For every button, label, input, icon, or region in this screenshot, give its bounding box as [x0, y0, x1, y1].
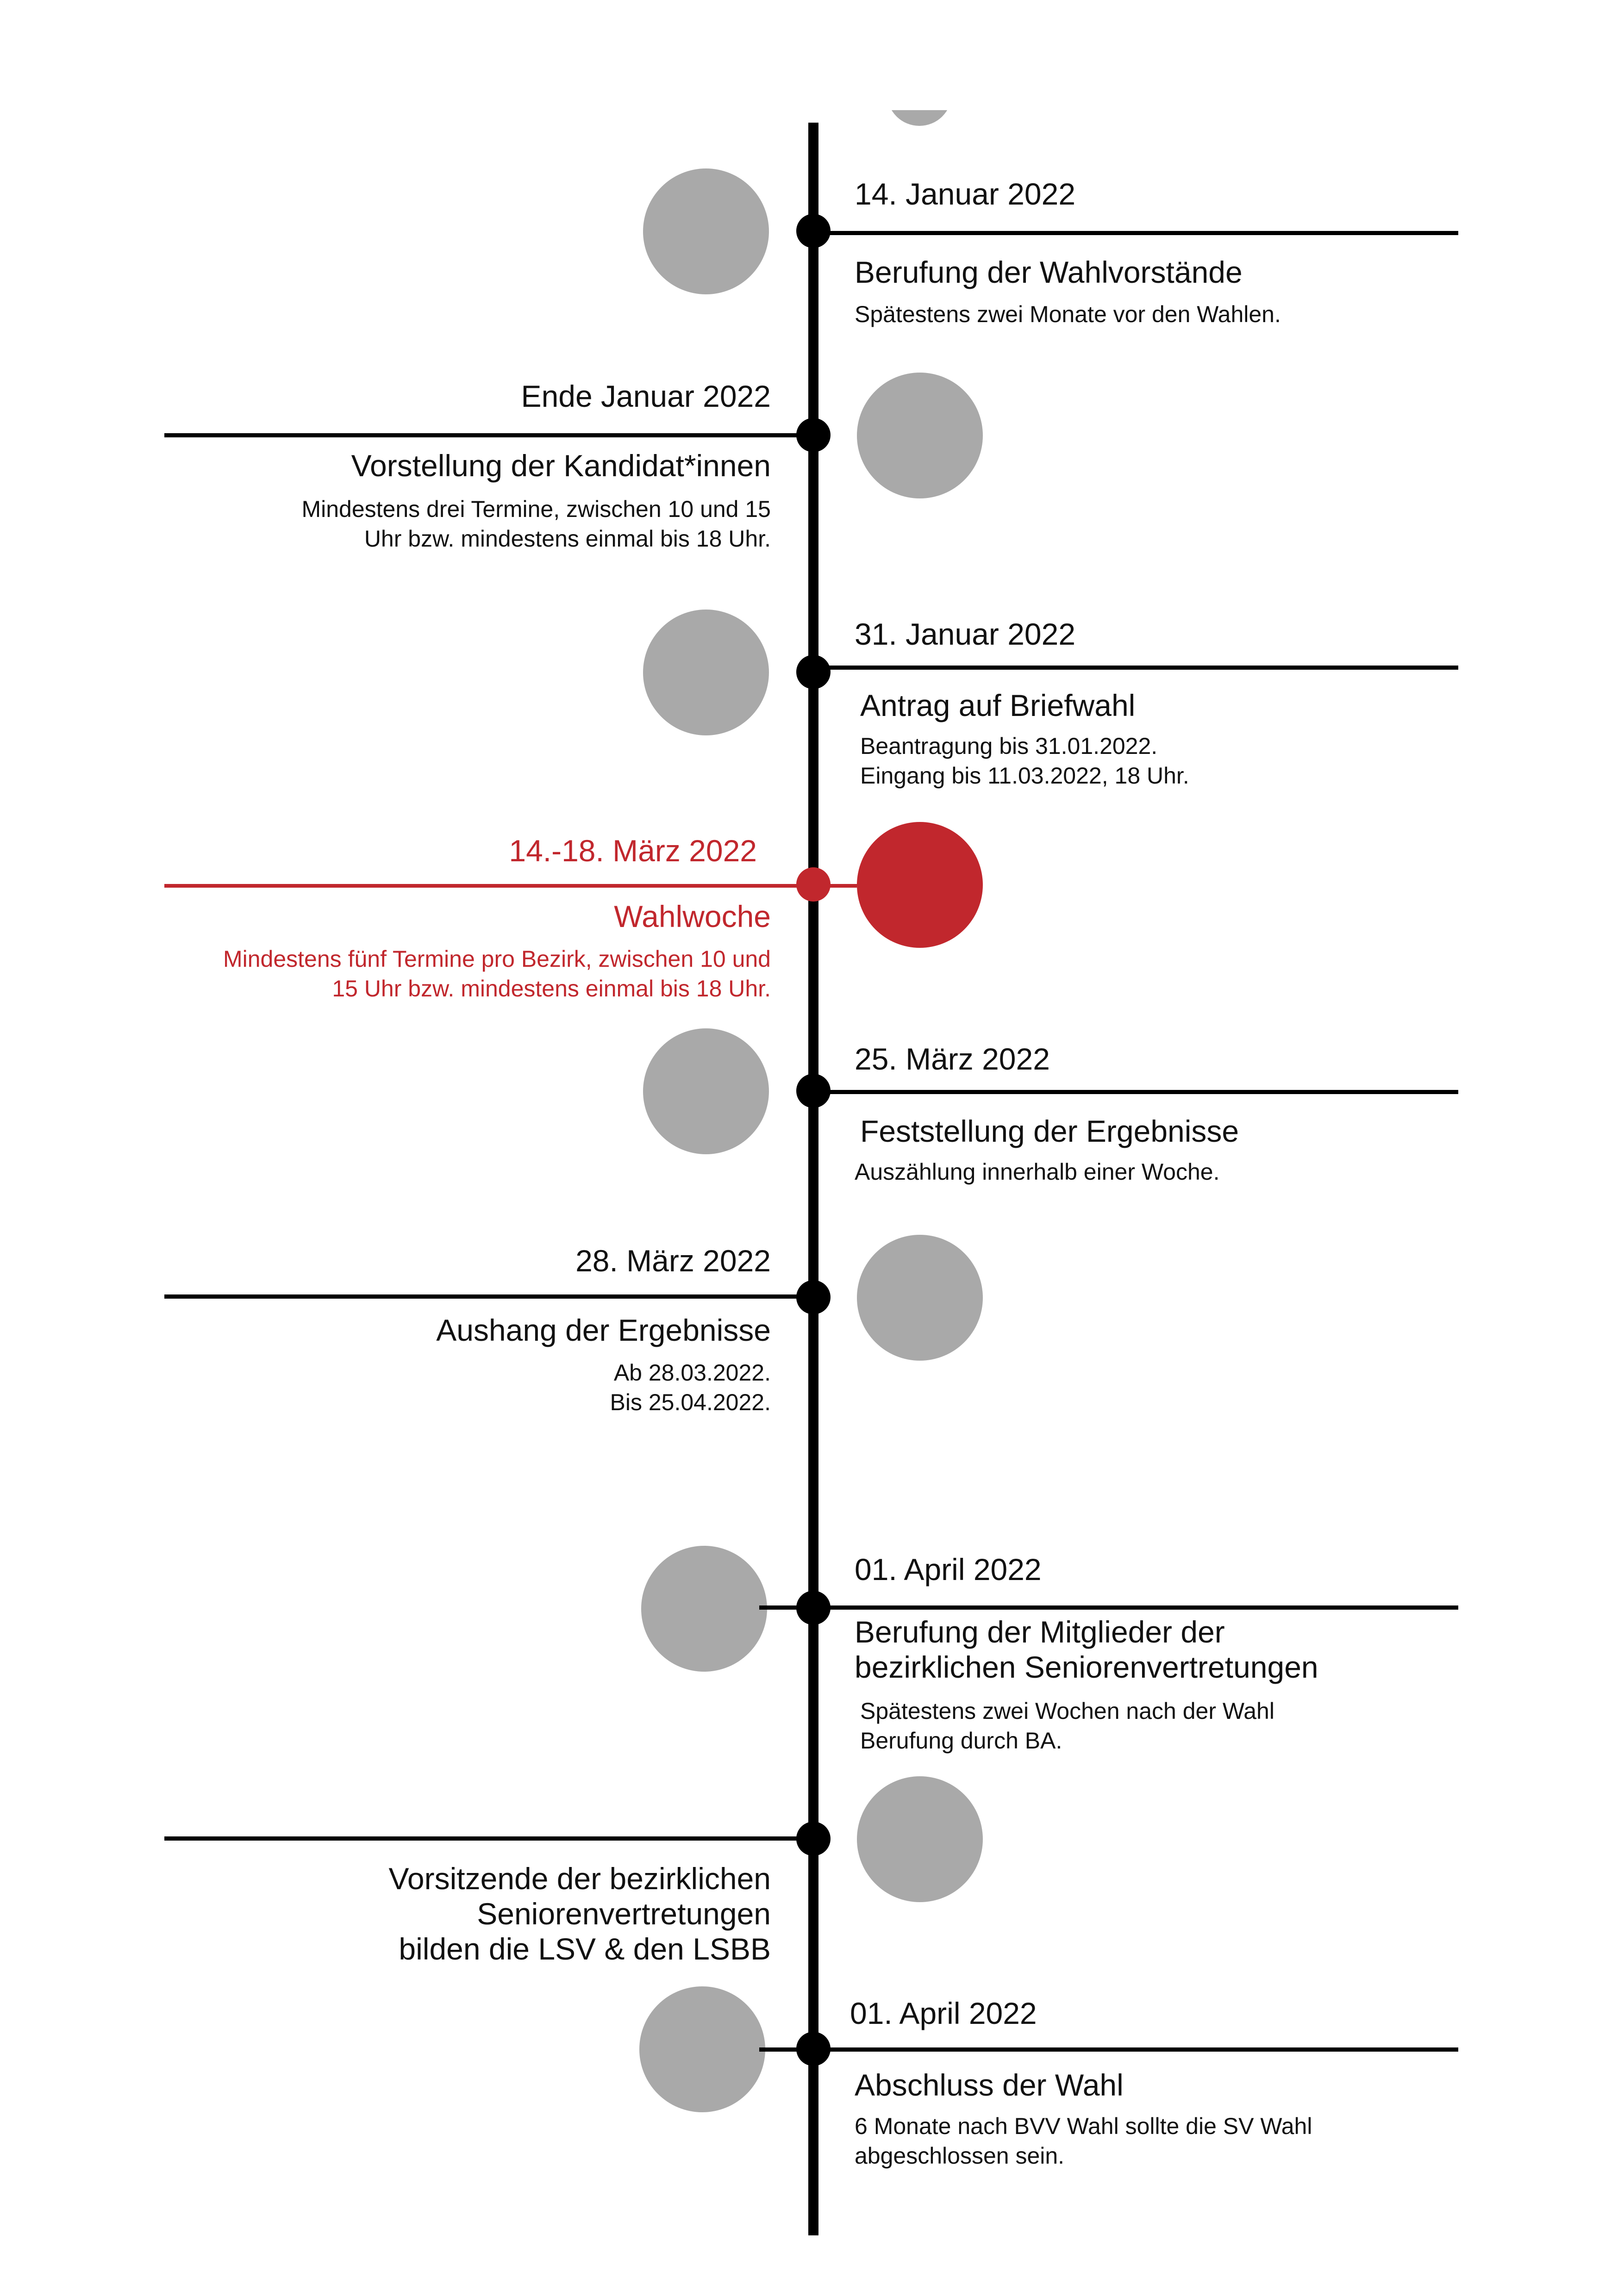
- event-8-title: Vorsitzende der bezirklichen Seniorenvertretungen bilden die LSV & den LSBB: [388, 1861, 771, 1966]
- event-4-line: [164, 884, 857, 888]
- event-3-description: Beantragung bis 31.01.2022. Eingang bis 11.03.2022, 18 Uhr.: [860, 733, 1189, 789]
- event-5-line: [813, 1090, 1458, 1094]
- event-8-line: [164, 1836, 813, 1841]
- event-3-marker: [643, 610, 769, 735]
- event-2-description: Mindestens drei Termine, zwischen 10 und 15 Uhr bzw. mindestens einmal bis 18 Uhr.: [301, 496, 771, 552]
- event-7-line: [759, 1605, 1458, 1610]
- event-9-title: Abschluss der Wahl: [855, 2068, 1124, 2102]
- event-6-title: Aushang der Ergebnisse: [436, 1313, 771, 1347]
- event-7-marker: [641, 1546, 767, 1672]
- event-1-line: [813, 231, 1458, 235]
- event-9-marker: [639, 1986, 765, 2112]
- event-3-title: Antrag auf Briefwahl: [860, 688, 1136, 722]
- event-2-line: [164, 433, 813, 437]
- event-4-marker: [857, 822, 983, 948]
- event-7-date: 01. April 2022: [855, 1552, 1042, 1587]
- event-5-description: Auszählung innerhalb einer Woche.: [855, 1159, 1220, 1185]
- event-3-node: [796, 655, 831, 689]
- event-4-title: Wahlwoche: [614, 899, 771, 933]
- event-3-date: 31. Januar 2022: [855, 617, 1076, 651]
- event-7-title: Berufung der Mitglieder der bezirklichen Seniorenvertretungen: [855, 1615, 1318, 1684]
- event-8-marker: [857, 1776, 983, 1902]
- event-1-marker: [643, 168, 769, 294]
- event-3-line: [813, 666, 1458, 670]
- event-6-marker: [857, 1235, 983, 1361]
- event-4-date: 14.-18. März 2022: [509, 834, 757, 868]
- event-6-line: [164, 1294, 813, 1299]
- event-1-date: 14. Januar 2022: [855, 177, 1076, 211]
- event-1-description: Spätestens zwei Monate vor den Wahlen.: [855, 301, 1281, 327]
- event-9-line: [759, 2047, 1458, 2052]
- event-7-description: Spätestens zwei Wochen nach der Wahl Berufung durch BA.: [860, 1698, 1274, 1754]
- event-5-date: 25. März 2022: [855, 1042, 1050, 1076]
- event-6-date: 28. März 2022: [575, 1244, 771, 1278]
- event-6-description: Ab 28.03.2022. Bis 25.04.2022.: [610, 1360, 771, 1415]
- event-1-title: Berufung der Wahlvorstände: [855, 255, 1243, 289]
- event-9-description: 6 Monate nach BVV Wahl sollte die SV Wahl abgeschlossen sein.: [855, 2113, 1312, 2169]
- event-5-title: Feststellung der Ergebnisse: [860, 1114, 1239, 1148]
- event-2-title: Vorstellung der Kandidat*innen: [351, 448, 771, 483]
- event-9-date: 01. April 2022: [850, 1996, 1037, 2030]
- event-2-date: Ende Januar 2022: [521, 379, 771, 413]
- event-2-marker: [857, 373, 983, 498]
- event-5-marker: [643, 1028, 769, 1154]
- event-4-description: Mindestens fünf Termine pro Bezirk, zwischen 10 und 15 Uhr bzw. mindestens einmal bis 18 Uhr.: [223, 946, 771, 1002]
- timeline-top-marker: [887, 110, 952, 126]
